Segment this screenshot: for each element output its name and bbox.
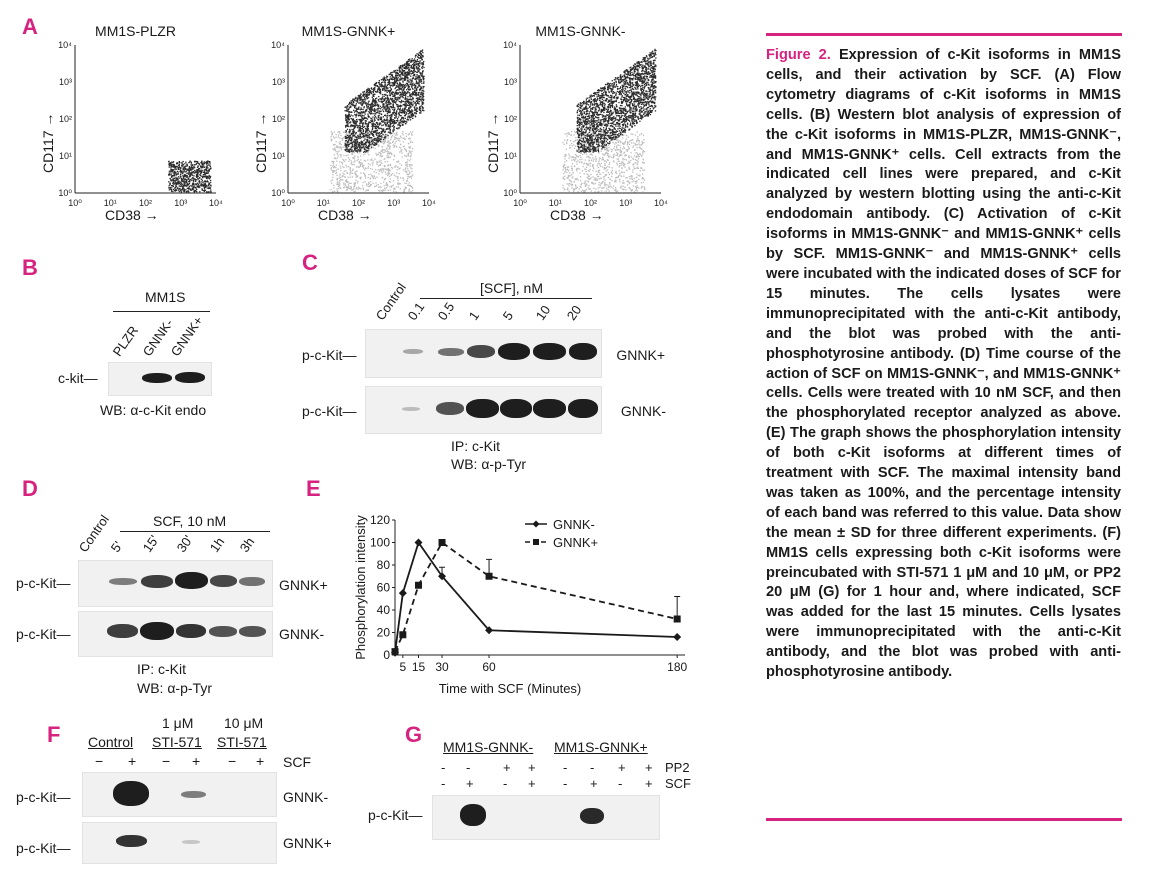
band: [438, 348, 464, 356]
pp2-sign: -: [590, 760, 595, 775]
scf-sign: -: [618, 776, 623, 791]
panel-b-group-line: [113, 311, 210, 312]
panel-c-header-line: [420, 298, 592, 299]
panel-b-lane-gnnk-plus: GNNK+: [167, 313, 206, 359]
panel-b-blot: [108, 362, 212, 396]
pp2-sign: +: [618, 760, 626, 775]
scf-sign: +: [528, 776, 536, 791]
band: [142, 373, 172, 383]
flow-x-tick: 10¹: [316, 198, 330, 208]
band: [239, 577, 265, 586]
data-point: [399, 589, 407, 597]
flow-plot: [15, 20, 225, 230]
figure-label: Figure 2.: [766, 47, 831, 63]
lane-label: Control: [372, 280, 410, 323]
panel-b-row-label: c-kit—: [58, 370, 98, 386]
band: [569, 343, 597, 360]
panel-g-group-minus: MM1S-GNNK-: [443, 739, 534, 755]
panel-f-group-sti10: STI-571: [217, 734, 267, 750]
data-point: [399, 631, 406, 638]
band: [175, 372, 205, 383]
panel-d-row2-right: GNNK-: [279, 626, 325, 642]
panel-d-header: SCF, 10 nM: [153, 513, 227, 529]
phosphorylation-time-chart: [340, 505, 700, 705]
flow-x-tick: 10³: [619, 198, 633, 208]
scf-sign: +: [645, 776, 653, 791]
pp2-sign: -: [563, 760, 568, 775]
band: [140, 622, 174, 640]
scf-sign: +: [466, 776, 474, 791]
band: [460, 804, 486, 826]
flow-y-tick: 10⁰: [503, 188, 517, 198]
panel-c-blot-2: [365, 386, 602, 434]
panel-c-row2-right: GNNK-: [620, 403, 666, 419]
panel-label-f: F: [47, 722, 61, 747]
lane-label: 0.5: [434, 299, 458, 323]
band: [467, 345, 495, 358]
y-tick-label: 100: [369, 535, 390, 550]
band: [210, 575, 237, 587]
band: [403, 349, 423, 354]
band: [141, 575, 173, 588]
panel-d-ip-label: IP: c-Kit: [137, 661, 187, 677]
x-tick-label: 15: [411, 660, 426, 674]
panel-label-e: E: [306, 476, 321, 501]
panel-b-group-label: MM1S: [145, 289, 186, 305]
flow-y-label: CD117 →: [253, 112, 269, 173]
flow-y-tick: 10⁰: [271, 188, 285, 198]
panel-label-d: D: [22, 476, 38, 501]
band: [116, 835, 147, 847]
x-tick-label: 60: [482, 660, 496, 674]
legend-label: GNNK-: [553, 517, 595, 532]
lane-label: Control: [75, 512, 113, 555]
flow-y-tick: 10³: [271, 77, 285, 87]
y-tick-label: 80: [376, 558, 390, 572]
flow-plot-title: MM1S-GNNK-: [535, 23, 626, 39]
flow-x-label: CD38 →: [105, 207, 159, 223]
flow-x-tick: 10²: [583, 198, 598, 208]
panel-c-row1-left: p-c-Kit—: [302, 347, 357, 363]
pp2-sign: +: [528, 760, 536, 775]
panel-f-row2-right: GNNK+: [283, 835, 332, 851]
data-point: [439, 539, 446, 546]
panel-f-row2-left: p-c-Kit—: [16, 840, 71, 856]
flow-x-tick: 10²: [138, 198, 153, 208]
flow-x-tick: 10¹: [548, 198, 562, 208]
band: [533, 343, 566, 360]
band: [436, 402, 464, 415]
panel-d-row1-right: GNNK+: [279, 577, 328, 593]
band: [181, 791, 206, 798]
y-tick-label: 120: [369, 513, 390, 527]
panel-c-wb-label: WB: α-p-Tyr: [451, 456, 526, 472]
panel-b-lane-plzr: PLZR: [109, 323, 142, 359]
lane-label: 10: [532, 302, 554, 323]
panel-f-row1-left: p-c-Kit—: [16, 789, 71, 805]
panel-f-row1-right: GNNK-: [283, 789, 329, 805]
panel-g-group-plus: MM1S-GNNK+: [554, 739, 648, 755]
flow-y-label: CD117 →: [485, 112, 501, 173]
legend-label: GNNK+: [553, 535, 599, 550]
scf-sign: −: [162, 753, 171, 769]
band: [176, 624, 206, 638]
panel-b-lane-gnnk-minus: GNNK-: [139, 316, 177, 359]
flow-y-tick: 10²: [58, 114, 72, 124]
panel-c-row2-left: p-c-Kit—: [302, 403, 357, 419]
scf-sign: +: [256, 753, 265, 769]
flow-x-tick: 10²: [351, 198, 366, 208]
flow-events: [168, 160, 212, 192]
band: [209, 626, 237, 637]
flow-x-tick: 10³: [387, 198, 401, 208]
panel-f-group-sti1: STI-571: [152, 734, 202, 750]
flow-x-tick: 10⁴: [209, 198, 223, 208]
panel-f-blot-2: [82, 822, 277, 864]
band: [109, 578, 137, 585]
flow-y-tick: 10⁴: [503, 40, 517, 50]
flow-y-tick: 10⁴: [271, 40, 285, 50]
band: [580, 808, 604, 824]
panel-d-wb-label: WB: α-p-Tyr: [137, 680, 212, 696]
flow-y-tick: 10³: [58, 77, 72, 87]
figure-caption: [766, 46, 1121, 683]
flow-x-tick: 10⁴: [654, 198, 668, 208]
x-tick-label: 30: [435, 660, 449, 674]
panel-c-header: [SCF], nM: [480, 280, 544, 296]
data-point: [415, 582, 422, 589]
flow-x-tick: 10¹: [103, 198, 117, 208]
panel-f-blot-1: [82, 772, 277, 817]
data-point: [486, 573, 493, 580]
pp2-sign: -: [441, 760, 446, 775]
lane-label: 1h: [206, 534, 228, 555]
x-tick-label: 180: [667, 660, 688, 674]
legend-marker: [533, 539, 539, 545]
y-tick-label: 0: [383, 648, 390, 662]
data-point: [392, 648, 399, 655]
scf-sign: −: [228, 753, 237, 769]
y-tick-label: 20: [376, 625, 390, 640]
flow-plot: [460, 20, 670, 230]
flow-y-tick: 10⁴: [58, 40, 72, 50]
band: [498, 343, 530, 360]
data-point: [673, 633, 681, 641]
flow-y-tick: 10²: [271, 114, 285, 124]
panel-b-wb-label: WB: α-c-Kit endo: [100, 402, 207, 418]
flow-x-tick: 10⁰: [68, 198, 82, 208]
flow-y-tick: 10¹: [503, 151, 517, 161]
scf-sign: -: [563, 776, 568, 791]
band: [239, 626, 266, 637]
band: [175, 572, 208, 589]
flow-events: [562, 49, 656, 193]
panel-g-scf-label: SCF: [665, 776, 691, 791]
flow-plot-title: MM1S-GNNK+: [301, 23, 396, 39]
pp2-sign: +: [645, 760, 653, 775]
band: [466, 399, 499, 418]
band: [500, 399, 532, 418]
caption-text: Expression of c-Kit isoforms in MM1S cells, and their activation by SCF. (A) Flow cytometry diagrams of c-Kit isoforms in MM1S cells. (B) Western blot analysis of expression of the c-Kit isoforms in MM1S-PLZR, MM1S-GNNK⁻, and MM1S-GNNK⁺ cells. Cell extracts from the indicated cell lines were prepared, and c-Kit analyzed by western blotting using the anti-c-Kit endodomain antibody. (C) Activation of c-Kit isoforms in MM1S-GNNK⁻ and MM1S-GNNK⁺ cells by SCF. MM1S-GNNK⁻ and MM1S-GNNK⁺ cells were incubated with the indicated doses of SCF for 15 minutes. The cells lysates were immunoprecipitated with the anti-c-Kit antibody, and the blot was probed with the anti-phosphotyrosine antibody. (D) Time course of the action of SCF on MM1S-GNNK⁻, and MM1S-GNNK⁺ cells. Cells were treated with 10 nM SCF, and then the phosphorylated receptor analyzed as above. (E) The graph shows the phosphorylation intensity of both c-Kit isoforms at different times of treatment with SCF. The maximal intensity band was taken as 100%, and the percentage intensity of each band was referred to this value. Data show the mean ± SD for three different experiments. (F) MM1S cells expressing both c-Kit isoforms were preincubated with STI-571 1 μM and 10 μM, or PP2 20 μM (G) for 1 hour and, where indicated, SCF was added for the last 15 minutes. Cells lysates were immunoprecipitated with the anti-c-Kit antibody, and the blot was probed with anti-phosphotyrosine antibody.: [766, 47, 1121, 681]
panel-c-row1-right: GNNK+: [616, 347, 665, 363]
caption-top-rule: [766, 33, 1122, 36]
pp2-sign: +: [503, 760, 511, 775]
panel-label-c: C: [302, 250, 318, 275]
flow-y-tick: 10⁰: [58, 188, 72, 198]
band: [533, 399, 566, 418]
panel-g-blot: [432, 795, 660, 840]
band: [402, 407, 420, 411]
y-tick-label: 60: [376, 580, 390, 595]
pp2-sign: -: [466, 760, 471, 775]
scf-sign: +: [128, 753, 137, 769]
lane-label: 1: [465, 308, 483, 323]
band: [107, 624, 138, 638]
panel-label-b: B: [22, 255, 38, 280]
panel-d-row2-left: p-c-Kit—: [16, 626, 71, 642]
lane-label: 20: [563, 302, 585, 323]
y-axis-label: Phosphorylation intensity: [353, 515, 368, 660]
flow-plot-title: MM1S-PLZR: [95, 23, 176, 39]
flow-x-label: CD38 →: [550, 207, 604, 223]
y-tick-label: 40: [376, 603, 390, 617]
lane-label: 15': [139, 532, 162, 555]
flow-x-tick: 10⁰: [513, 198, 527, 208]
panel-c-blot-1: [365, 329, 602, 378]
x-axis-label: Time with SCF (Minutes): [438, 681, 582, 696]
flow-y-tick: 10¹: [58, 151, 72, 161]
lane-label: 5: [499, 308, 517, 323]
band: [113, 781, 149, 806]
scf-sign: +: [590, 776, 598, 791]
band: [568, 399, 598, 418]
panel-f-group-control: Control: [88, 734, 134, 750]
lane-label: 5': [107, 538, 126, 555]
lane-label: 0.1: [404, 299, 428, 323]
scf-sign: -: [441, 776, 446, 791]
series-line-0: [395, 543, 677, 653]
panel-d-blot-2: [78, 611, 273, 657]
scf-sign: −: [95, 753, 104, 769]
panel-label-g: G: [405, 722, 423, 747]
flow-y-tick: 10²: [503, 114, 517, 124]
x-tick-label: 5: [399, 660, 407, 674]
panel-label-a: A: [22, 14, 38, 39]
scf-sign: +: [192, 753, 201, 769]
flow-x-tick: 10⁴: [422, 198, 436, 208]
band: [182, 840, 200, 844]
panel-d-header-line: [120, 531, 270, 532]
flow-y-tick: 10¹: [271, 151, 285, 161]
legend-marker: [533, 521, 540, 528]
panel-c-ip-label: IP: c-Kit: [451, 438, 501, 454]
panel-f-group-top-3: 10 μM: [224, 715, 264, 731]
panel-d-row1-left: p-c-Kit—: [16, 575, 71, 591]
panel-g-pp2-label: PP2: [665, 760, 690, 775]
caption-bottom-rule: [766, 818, 1122, 821]
data-point: [674, 616, 681, 623]
lane-label: 30': [173, 532, 196, 555]
flow-x-tick: 10⁰: [281, 198, 295, 208]
flow-events: [330, 49, 424, 192]
panel-d-blot-1: [78, 560, 273, 607]
flow-plot: [228, 20, 438, 230]
flow-y-label: CD117 →: [40, 112, 56, 173]
lane-label: 3h: [236, 534, 258, 555]
panel-g-row-label: p-c-Kit—: [368, 807, 423, 823]
scf-sign: -: [503, 776, 508, 791]
flow-x-tick: 10³: [174, 198, 188, 208]
panel-f-scf-label: SCF: [283, 754, 311, 770]
flow-y-tick: 10³: [503, 77, 517, 87]
panel-f-group-top-2: 1 μM: [162, 715, 194, 731]
flow-x-label: CD38 →: [318, 207, 372, 223]
